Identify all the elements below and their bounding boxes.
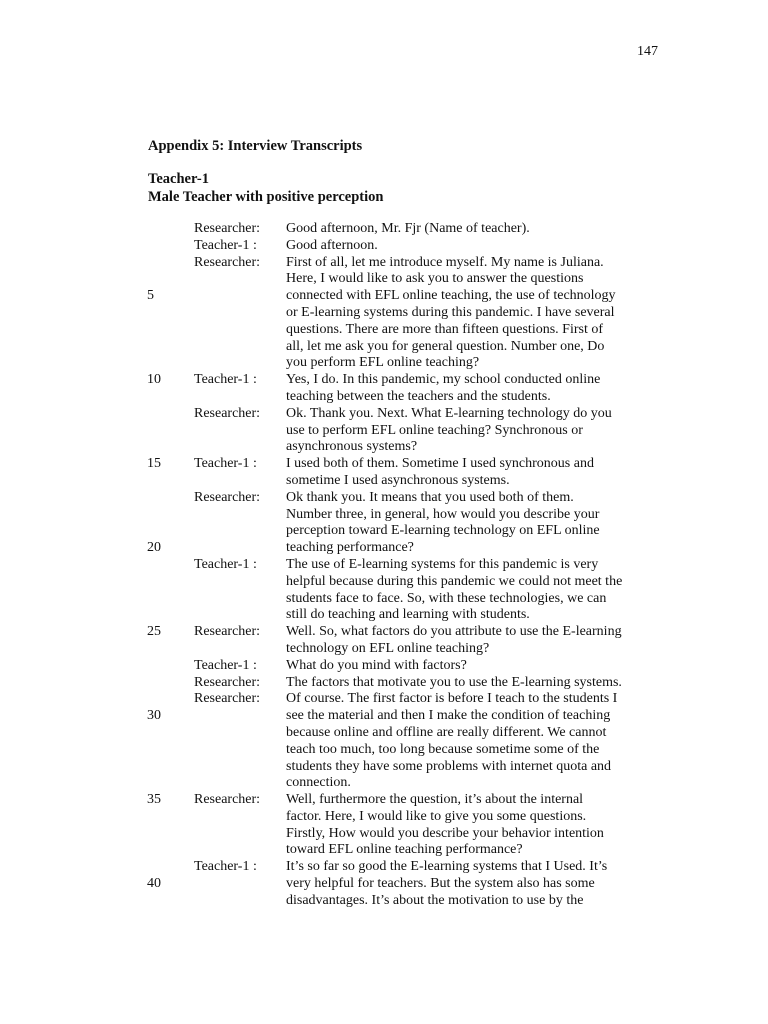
transcript-line (0, 624, 768, 641)
utterance-text: connection. (286, 775, 351, 791)
utterance-text: Well, furthermore the question, it’s about the internal (286, 792, 584, 808)
appendix-title: Appendix 5: Interview Transcripts (148, 138, 363, 154)
transcript-line (0, 339, 768, 356)
utterance-text: all, let me ask you for general question. Number one, Do (286, 338, 605, 354)
transcript-line (0, 742, 768, 759)
utterance-text: students they have some problems with internet quota and (286, 758, 612, 774)
line-number: 40 (147, 876, 161, 892)
utterance-text: It’s so far so good the E-learning systems that I Used. It’s (286, 859, 608, 875)
speaker-label: Researcher: (194, 489, 261, 505)
transcript-line (0, 775, 768, 792)
line-number: 20 (147, 540, 161, 556)
line-number: 35 (147, 792, 161, 808)
transcript-line (0, 859, 768, 876)
utterance-text: questions. There are more than fifteen questions. First of (286, 321, 603, 337)
transcript-line (0, 574, 768, 591)
speaker-label: Teacher-1 : (194, 556, 257, 572)
transcript-line (0, 893, 768, 910)
utterance-text: Here, I would like to ask you to answer the questions (286, 271, 584, 287)
utterance-text: or E-learning systems during this pandemic. I have several (286, 304, 615, 320)
utterance-text: disadvantages. It’s about the motivation to use by the (286, 892, 584, 908)
transcript-line (0, 439, 768, 456)
teacher-heading: Teacher-1 (148, 171, 209, 187)
speaker-label: Researcher: (194, 624, 261, 640)
transcript-line (0, 641, 768, 658)
utterance-text: sometime I used asynchronous systems. (286, 472, 510, 488)
speaker-label: Researcher: (194, 221, 261, 236)
transcript-line (0, 322, 768, 339)
utterance-text: students face to face. So, with these technologies, we can (286, 590, 607, 606)
transcript-line (0, 725, 768, 742)
transcript-line (0, 423, 768, 440)
speaker-label: Researcher: (194, 792, 261, 808)
speaker-label: Teacher-1 : (194, 456, 257, 472)
page-number: 147 (637, 44, 658, 59)
transcript-line (0, 658, 768, 675)
utterance-text: see the material and then I make the condition of teaching (286, 708, 611, 724)
utterance-text: Ok thank you. It means that you used both of them. (286, 489, 574, 505)
speaker-label: Teacher-1 : (194, 237, 257, 253)
transcript-line (0, 675, 768, 692)
transcript-line (0, 456, 768, 473)
transcript-line (0, 406, 768, 423)
speaker-label: Researcher: (194, 691, 261, 707)
utterance-text: helpful because during this pandemic we could not meet the (286, 573, 623, 589)
transcript-line (0, 255, 768, 272)
utterance-text: Number three, in general, how would you describe your (286, 506, 600, 522)
utterance-text: Of course. The first factor is before I teach to the students I (286, 691, 618, 707)
utterance-text: The use of E-learning systems for this pandemic is very (286, 556, 599, 572)
transcript-line (0, 288, 768, 305)
transcript-line (0, 792, 768, 809)
transcript-line (0, 809, 768, 826)
line-number: 5 (147, 288, 154, 304)
speaker-label: Researcher: (194, 254, 261, 270)
speaker-label: Teacher-1 : (194, 657, 257, 673)
utterance-text: you perform EFL online teaching? (286, 355, 480, 371)
transcript (0, 221, 768, 910)
utterance-text: Yes, I do. In this pandemic, my school conducted online (286, 372, 601, 388)
speaker-label: Teacher-1 : (194, 372, 257, 388)
utterance-text: First of all, let me introduce myself. My name is Juliana. (286, 254, 604, 270)
utterance-text: teaching between the teachers and the students. (286, 388, 551, 404)
speaker-label: Researcher: (194, 674, 261, 690)
transcript-line (0, 708, 768, 725)
utterance-text: perception toward E-learning technology on EFL online (286, 523, 600, 539)
transcript-line (0, 591, 768, 608)
transcript-line (0, 355, 768, 372)
line-number: 30 (147, 708, 161, 724)
utterance-text: teach too much, too long because sometime some of the (286, 741, 600, 757)
transcript-line (0, 607, 768, 624)
utterance-text: very helpful for teachers. But the system also has some (286, 876, 595, 892)
utterance-text: Firstly, How would you describe your behavior intention (286, 825, 604, 841)
utterance-text: Good afternoon, Mr. Fjr (Name of teacher). (286, 221, 530, 236)
speaker-label: Researcher: (194, 405, 261, 421)
transcript-line (0, 490, 768, 507)
utterance-text: Well. So, what factors do you attribute to use the E-learning (286, 624, 622, 640)
transcript-line (0, 221, 768, 238)
transcript-line (0, 842, 768, 859)
transcript-line (0, 826, 768, 843)
transcript-line (0, 305, 768, 322)
utterance-text: asynchronous systems? (286, 439, 418, 455)
transcript-line (0, 271, 768, 288)
utterance-text: I used both of them. Sometime I used synchronous and (286, 456, 594, 472)
transcript-line (0, 691, 768, 708)
utterance-text: use to perform EFL online teaching? Synchronous or (286, 422, 583, 438)
transcript-line (0, 473, 768, 490)
transcript-line (0, 523, 768, 540)
utterance-text: technology on EFL online teaching? (286, 640, 490, 656)
utterance-text: still do teaching and learning with students. (286, 607, 530, 623)
line-number: 15 (147, 456, 161, 472)
transcript-line (0, 876, 768, 893)
utterance-text: What do you mind with factors? (286, 657, 467, 673)
transcript-line (0, 759, 768, 776)
transcript-line (0, 389, 768, 406)
transcript-line (0, 557, 768, 574)
line-number: 10 (147, 372, 161, 388)
utterance-text: toward EFL online teaching performance? (286, 842, 523, 858)
utterance-text: connected with EFL online teaching, the use of technology (286, 288, 616, 304)
transcript-line (0, 238, 768, 255)
transcript-line (0, 372, 768, 389)
transcript-line (0, 507, 768, 524)
teacher-subheading: Male Teacher with positive perception (148, 189, 384, 205)
utterance-text: Good afternoon. (286, 237, 378, 253)
utterance-text: Ok. Thank you. Next. What E-learning technology do you (286, 405, 612, 421)
transcript-line (0, 540, 768, 557)
utterance-text: The factors that motivate you to use the E-learning systems. (286, 674, 622, 690)
utterance-text: teaching performance? (286, 540, 414, 556)
utterance-text: because online and offline are really different. We cannot (286, 724, 607, 740)
line-number: 25 (147, 624, 161, 640)
speaker-label: Teacher-1 : (194, 859, 257, 875)
utterance-text: factor. Here, I would like to give you some questions. (286, 808, 587, 824)
